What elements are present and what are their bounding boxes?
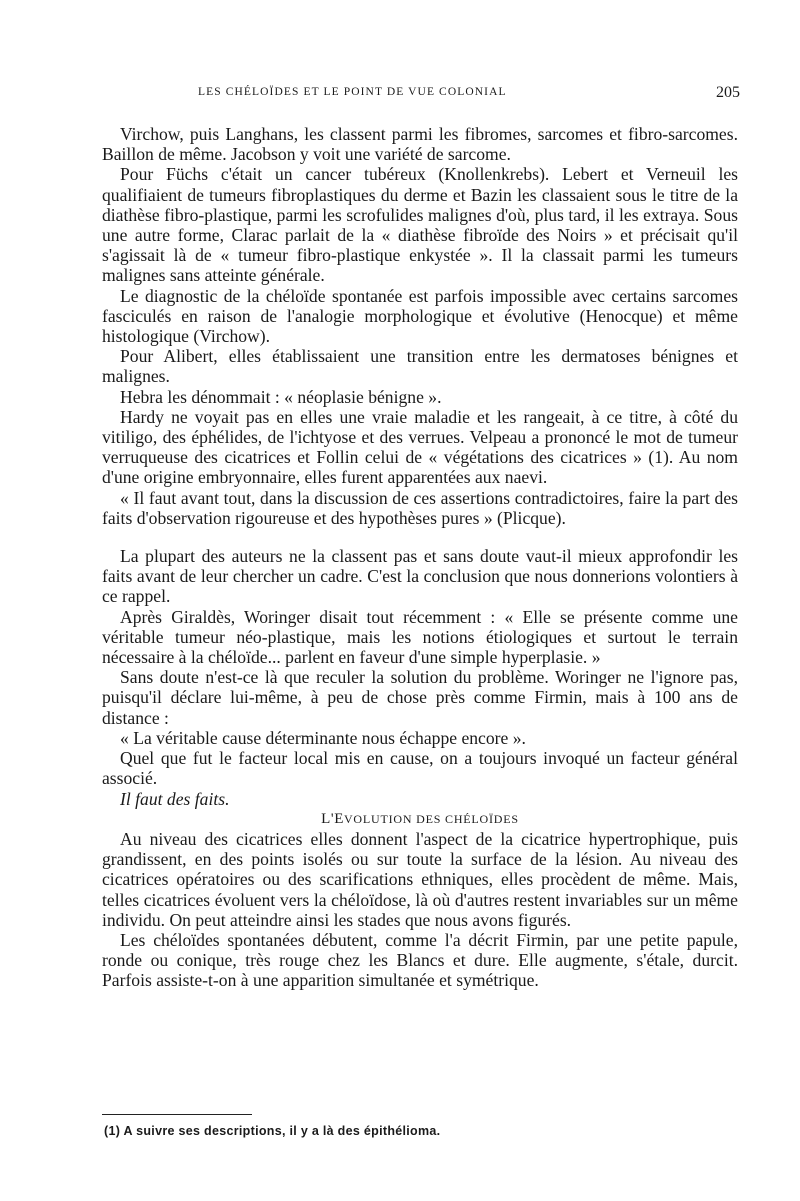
section-heading-rest: VOLUTION DES CHÉLOÏDES	[343, 811, 519, 826]
section-heading	[102, 809, 738, 829]
paragraph: Sans doute n'est-ce là que reculer la solution du problème. Woringer ne l'ignore pas, puisqu'il déclare lui-même, à peu de chose près comme Firmin, mais à 100 ans de distance :	[102, 667, 738, 728]
paragraph: « La véritable cause déterminante nous échappe encore ».	[120, 727, 526, 748]
paragraph: Le diagnostic de la chéloïde spontanée est parfois impossible avec certains sarcomes fasciculés en raison de l'analogie morphologique et évolutive (Henocque) et même histologique (Virchow).	[102, 285, 738, 347]
body-text	[102, 124, 738, 991]
running-head: LES CHÉLOÏDES ET LE POINT DE VUE COLONIAL	[198, 86, 507, 98]
footnote-rule	[102, 1114, 252, 1115]
paragraph: Les chéloïdes spontanées débutent, comme l'a décrit Firmin, par une petite papule, ronde ou conique, très rouge chez les Blancs et dure. Elle augmente, s'étale, durcit. Parfois assiste-t-on à une apparition simultanée et symétrique.	[102, 929, 738, 991]
page-number: 205	[716, 84, 740, 101]
paragraph: Hebra les dénommait : « néoplasie bénigne ».	[120, 386, 442, 407]
paragraph: Quel que fut le facteur local mis en cause, on a toujours invoqué un facteur général associé.	[102, 748, 738, 789]
paragraph: Pour Alibert, elles établissaient une transition entre les dermatoses bénignes et malignes.	[102, 346, 738, 387]
page-header	[102, 86, 740, 108]
section-heading-initial: L'E	[321, 810, 344, 827]
paragraph: Après Giraldès, Woringer disait tout récemment : « Elle se présente comme une véritable tumeur néo-plastique, mais les notions étiologiques et surtout le terrain nécessaire à la chéloïde... parlent en faveur d'une simple hyperplasie. »	[102, 606, 738, 668]
paragraph: Pour Füchs c'était un cancer tubéreux (Knollenkrebs). Lebert et Verneuil les qualifiaient de tumeurs fibroplastiques du derme et Bazin les classaient sous le titre de la diathèse fibro-plastique, parmi les scrofulides malignes d'où, plus tard, il les extraya. Sous une autre forme, Clarac parlait de la « diathèse fibroïde des Noirs » et précisait qu'il s'agissait là de « tumeur fibro-plastique enkystée ». Il la classait parmi les tumeurs malignes sans atteinte générale.	[102, 164, 738, 286]
paragraph: Virchow, puis Langhans, les classent parmi les fibromes, sarcomes et fibro-sarcomes. Baillon de même. Jacobson y voit une variété de sarcome.	[102, 124, 738, 165]
paragraph: La plupart des auteurs ne la classent pas et sans doute vaut-il mieux approfondir les faits avant de leur chercher un cadre. C'est la conclusion que nous donnerions volontiers à ce rappel.	[102, 546, 738, 607]
paragraph: Hardy ne voyait pas en elles une vraie maladie et les rangeait, à ce titre, à côté du vitiligo, des éphélides, de l'ichtyose et des verrues. Velpeau a prononcé le mot de tumeur verruqueuse des cicatrices et Follin celui de « végétations des cicatrices » (1). Au nom d'une origine embryonnaire, elles furent apparentées aux naevi.	[102, 406, 738, 488]
paragraph: Il faut des faits.	[120, 788, 230, 809]
paragraph: Au niveau des cicatrices elles donnent l'aspect de la cicatrice hypertrophique, puis grandissent, en des points isolés ou sur toute la surface de la lésion. Au niveau des cicatrices opératoires ou des scarifications ethniques, elles procèdent de même. Mais, telles cicatrices évoluent vers la chéloïdose, là où d'autres restent invariables sur un même individu. On peut atteindre ainsi les stades que nous avons figurés.	[102, 828, 738, 930]
paragraph: « Il faut avant tout, dans la discussion de ces assertions contradictoires, faire la part des faits d'observation rigoureuse et des hypothèses pures » (Plicque).	[102, 487, 738, 528]
footnote: (1) A suivre ses descriptions, il y a là des épithélioma.	[104, 1124, 441, 1138]
